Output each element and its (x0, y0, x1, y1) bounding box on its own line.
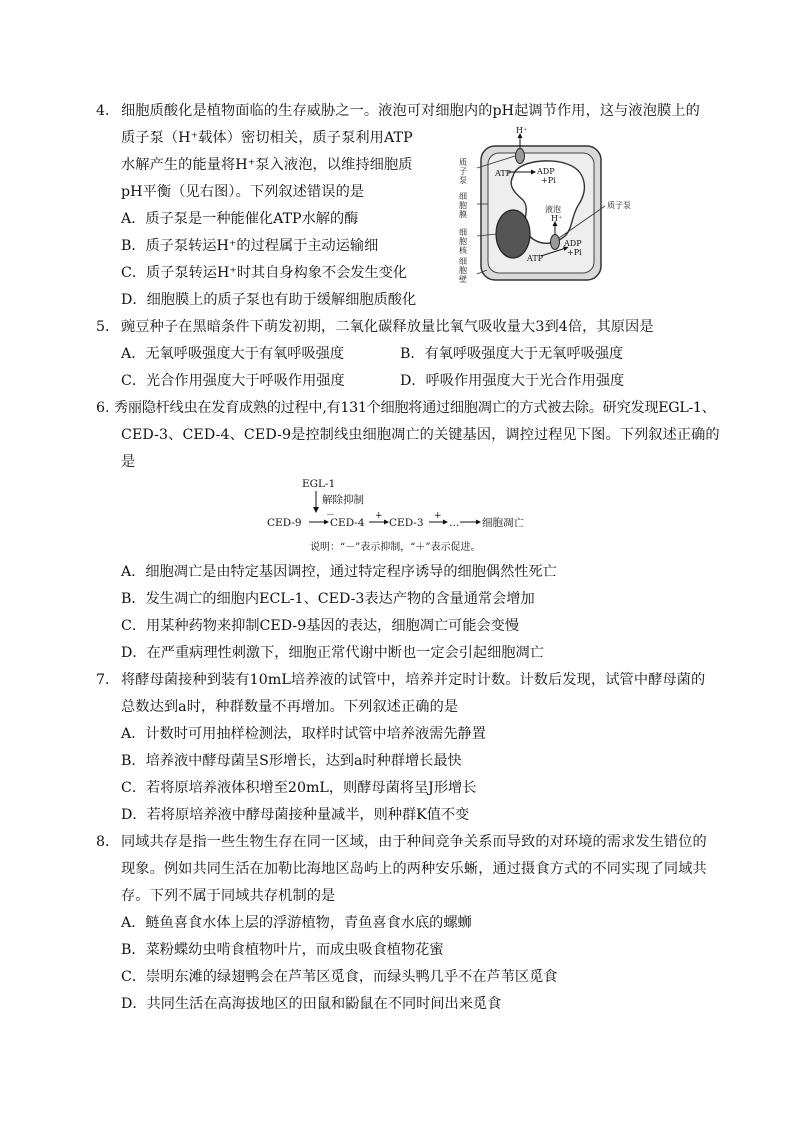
label-h-top: H⁺ (516, 126, 528, 135)
q4-stem-line-3: 水解产生的能量将H⁺泵入液泡，以维持细胞质 (121, 157, 413, 173)
release-arrowhead (313, 507, 319, 513)
label-cell-membrane: 细胞膜 (459, 192, 467, 219)
ced9-minus: － (326, 511, 336, 521)
q6-option-a: A．细胞凋亡是由特定基因调控，通过特定程序诱导的细胞偶然性死亡 (121, 564, 557, 580)
q4-cell-figure (455, 124, 631, 288)
q5-option-a: A．无氧呼吸强度大于有氧呼吸强度 (121, 346, 345, 362)
apoptosis-label: 细胞凋亡 (482, 517, 524, 529)
q6-number: 6. (96, 400, 110, 416)
diagram-note: 说明：“－”表示抑制，“＋”表示促进。 (310, 542, 481, 553)
q6-option-d: D．在严重病理性刺激下，细胞正常代谢中断也一定会引起细胞凋亡 (121, 645, 544, 661)
q7-stem-line-2: 总数达到a时，种群数量不再增加。下列叙述正确的是 (121, 699, 459, 715)
q6-option-b: B．发生凋亡的细胞内ECL-1、CED-3表达产物的含量通常会增加 (121, 591, 535, 607)
q7-stem-line-1: 将酵母菌接种到装有10mL培养液的试管中，培养并定时计数。计数后发现，试管中酵母菌的 (121, 672, 706, 688)
q8-stem-line-3: 存。下列不属于同域共存机制的是 (121, 888, 336, 904)
q5-option-d: D．呼吸作用强度大于光合作用强度 (400, 373, 625, 389)
proton-pump-bottom (551, 235, 560, 250)
q7-number: 7． (96, 672, 120, 688)
q6-stem-line-1: 秀丽隐杆线虫在发育成熟的过程中,有131个细胞将通过细胞凋亡的方式被去除。研究发现EGL-1、 (114, 400, 716, 416)
q8-option-b: B．菜粉蝶幼虫啃食植物叶片，而成虫吸食植物花蜜 (121, 942, 444, 958)
ced3-plus: + (434, 511, 442, 521)
ced4-plus: + (375, 511, 383, 521)
label-cell-wall: 细胞壁 (459, 257, 467, 284)
label-atp-top: ATP (495, 169, 512, 178)
q5-option-c: C．光合作用强度大于呼吸作用强度 (121, 373, 345, 389)
nucleus-shape (496, 210, 530, 258)
q8-option-c: C．崇明东滩的绿翅鸭会在芦苇区觅食，而绿头鸭几乎不在芦苇区觅食 (121, 969, 558, 985)
label-vacuole: 液泡 (545, 205, 561, 214)
label-pi-bottom: +Pi (567, 248, 582, 257)
proton-pump-top (516, 149, 525, 164)
label-adp-top: ADP (537, 167, 555, 176)
label-proton-pump-left: 质子泵 (459, 158, 467, 185)
q4-option-c: C．质子泵转运H⁺时其自身构象不会发生变化 (121, 265, 408, 281)
q6-pathway-figure (262, 475, 552, 557)
label-atp-bottom: ATP (527, 254, 544, 263)
ced3-label: CED-3 (389, 517, 424, 529)
ced9-label: CED-9 (267, 517, 302, 529)
egl1-label: EGL-1 (302, 478, 336, 490)
ced4-label: CED-4 (330, 517, 365, 529)
q8-stem-line-2: 现象。例如共同生活在加勒比海地区岛屿上的两种安乐蜥，通过摄食方式的不同实现了同域共 (121, 861, 707, 877)
q8-option-a: A．鲢鱼喜食水体上层的浮游植物，青鱼喜食水底的螺蛳 (121, 915, 472, 931)
q4-option-b: B．质子泵转运H⁺的过程属于主动运输细 (121, 238, 379, 254)
q6-stem-line-2: CED-3、CED-4、CED-9是控制线虫细胞凋亡的关键基因，调控过程见下图。下列叙述正确的 (121, 427, 720, 443)
ellipsis-label: … (449, 517, 460, 529)
q4-stem-line-1: 细胞质酸化是植物面临的生存威胁之一。液泡可对细胞内的pH起调节作用，这与液泡膜上的 (121, 103, 700, 119)
label-h-inner: H⁺ (551, 214, 563, 223)
q7-option-d: D．若将原培养液中酵母菌接种量减半，则种群K值不变 (121, 807, 470, 823)
q7-option-b: B．培养液中酵母菌呈S形增长，达到a时种群增长最快 (121, 753, 462, 769)
label-adp-bottom: ADP (564, 239, 582, 248)
label-nucleus: 细胞核 (459, 228, 467, 255)
q6-stem-line-3: 是 (121, 454, 136, 470)
q8-option-d: D．共同生活在高海拔地区的田鼠和鼢鼠在不同时间出来觅食 (121, 996, 502, 1012)
q8-stem-line-1: 同域共存是指一些生物生存在同一区域，由于种间竞争关系而导致的对环境的需求发生错位的 (121, 834, 707, 850)
q7-option-a: A．计数时可用抽样检测法，取样时试管中培养液需先静置 (121, 726, 486, 742)
q4-stem-line-4: pH平衡（见右图）。下列叙述错误的是 (121, 184, 365, 200)
q5-stem: 豌豆种子在黑暗条件下萌发初期，二氧化碳释放量比氧气吸收量大3到4倍，其原因是 (121, 319, 654, 335)
label-pi-top: +Pi (541, 176, 556, 185)
q4-number: 4． (96, 103, 120, 119)
q5-option-b: B．有氧呼吸强度大于无氧呼吸强度 (400, 346, 624, 362)
label-proton-pump-right: 质子泵 (607, 201, 631, 210)
q7-option-c: C．若将原培养液体积增至20mL，则酵母菌将呈J形增长 (121, 780, 477, 796)
q4-stem-line-2: 质子泵（H⁺载体）密切相关，质子泵利用ATP (121, 130, 413, 146)
q6-option-c: C．用某种药物来抑制CED-9基因的表达，细胞凋亡可能会变慢 (121, 618, 520, 634)
q4-option-d: D．细胞膜上的质子泵也有助于缓解细胞质酸化 (121, 292, 417, 308)
q4-option-a: A．质子泵是一种能催化ATP水解的酶 (121, 211, 359, 227)
q8-number: 8． (96, 834, 120, 850)
to-apoptosis-arrowhead (476, 520, 481, 525)
ced3-to-next-arrowhead (443, 520, 448, 525)
release-label: 解除抑制 (322, 494, 364, 506)
q5-number: 5． (96, 319, 120, 335)
